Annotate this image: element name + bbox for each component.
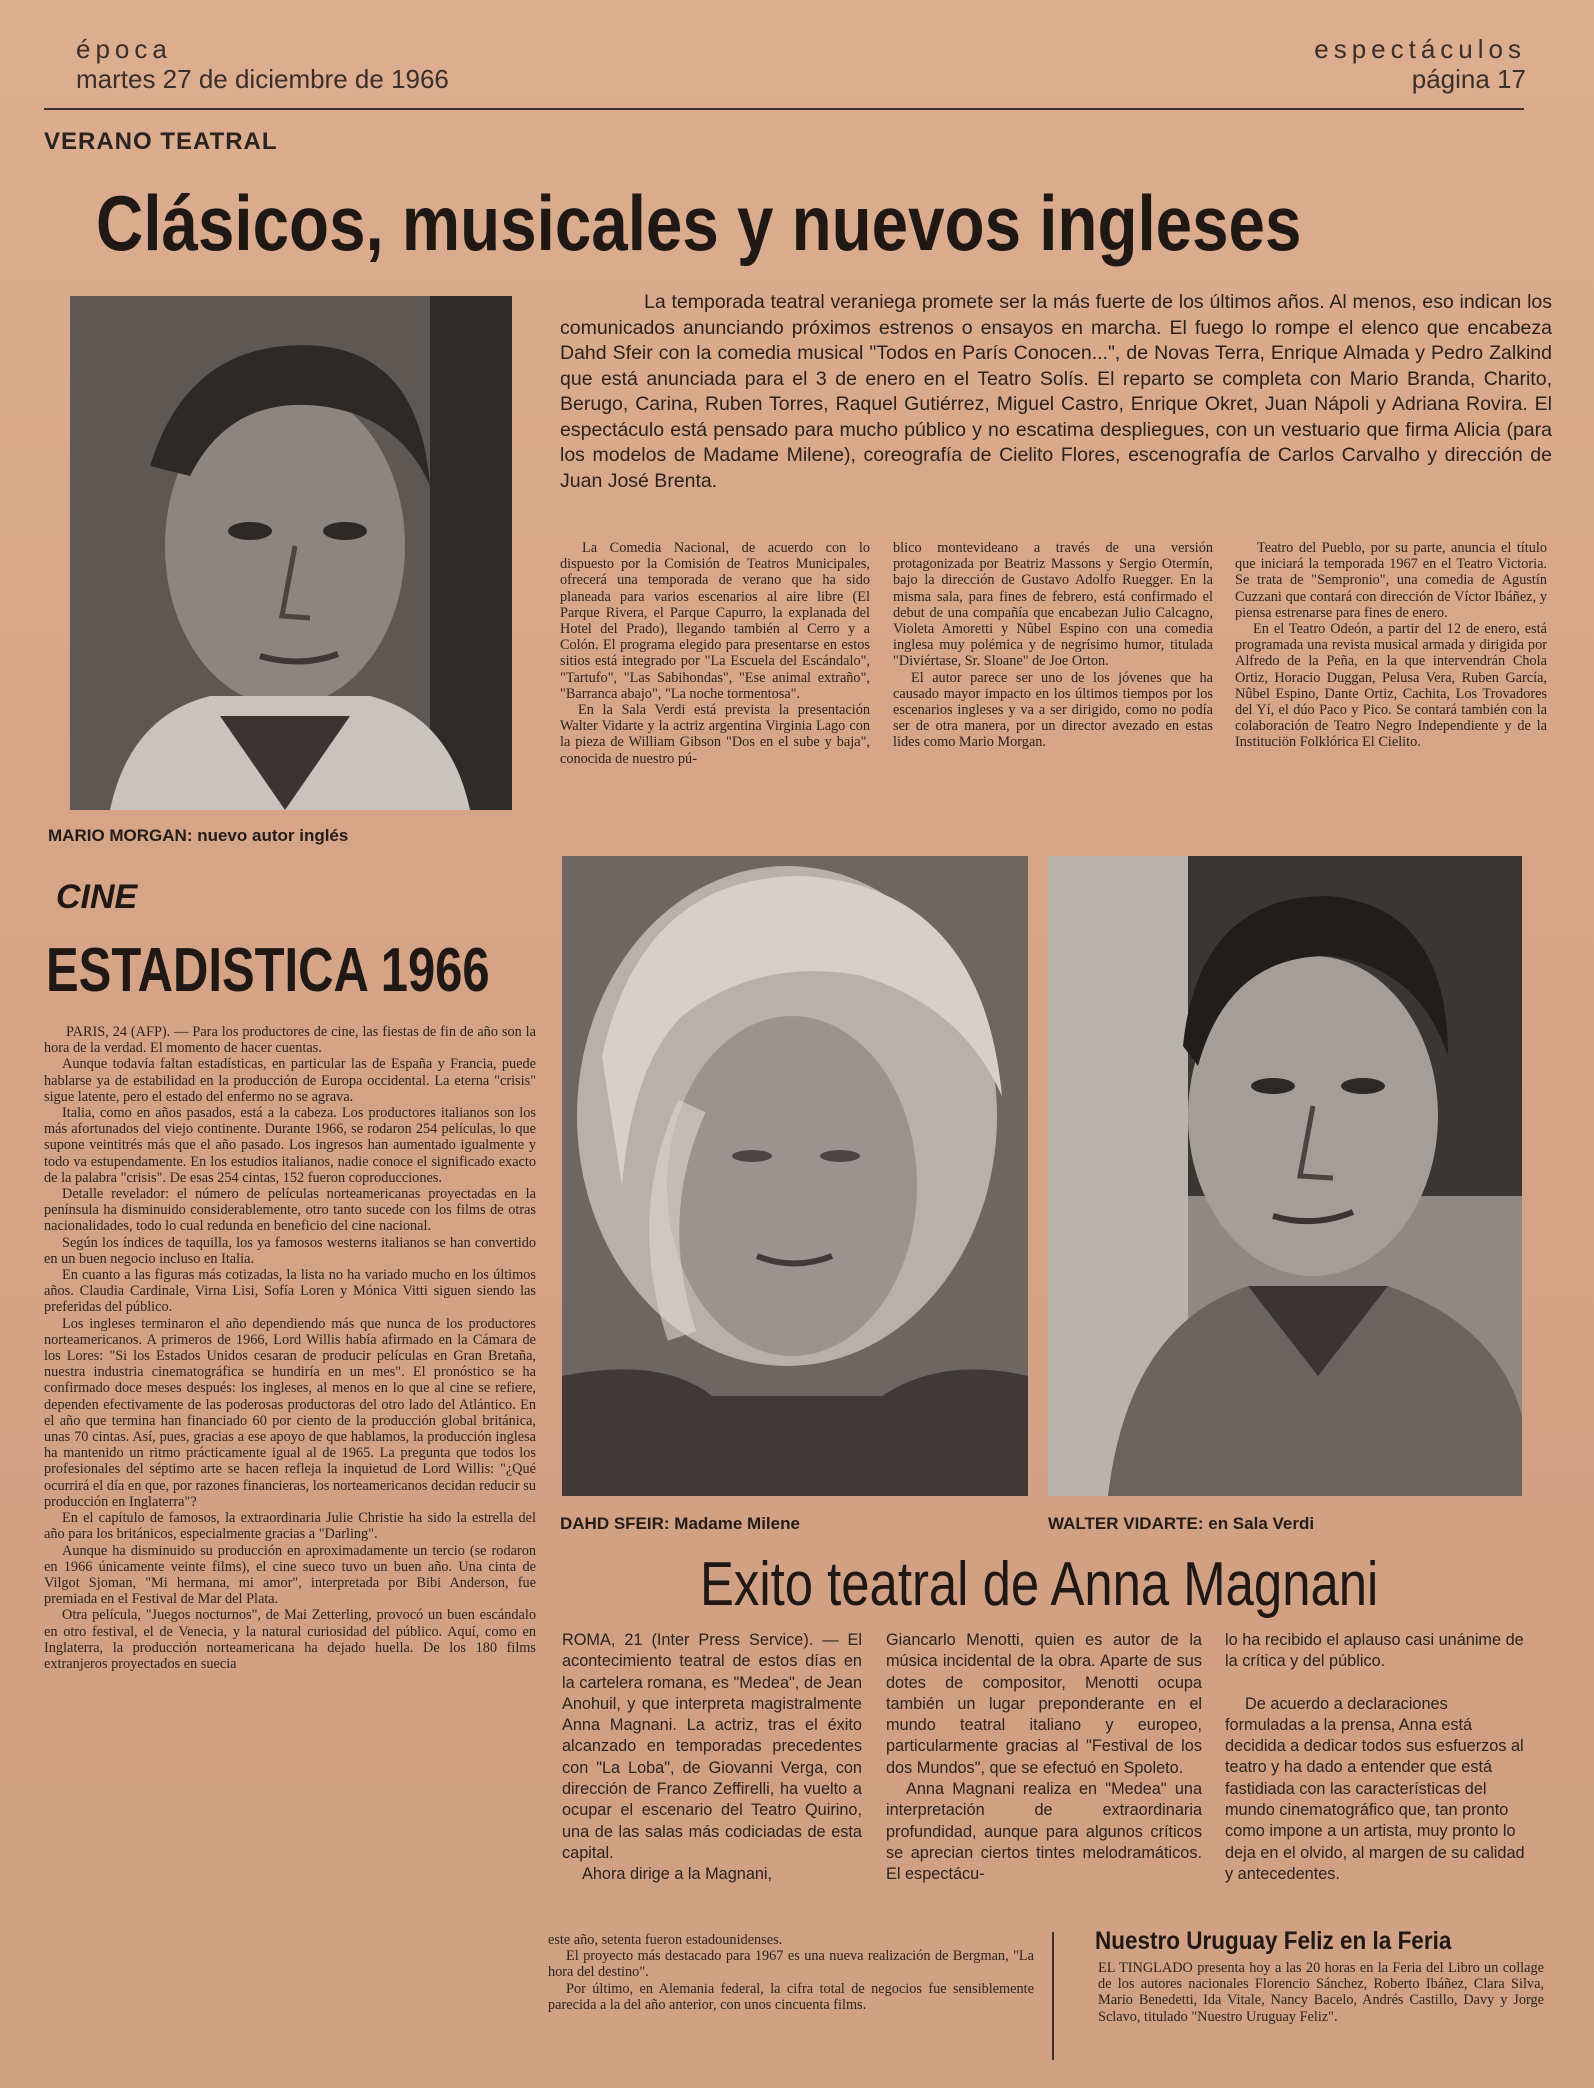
cine-p9: Aunque ha disminuido su producción en aproximadamente un tercio (se rodaron en 1966 únicamente veinte films), el cine sueco tuvo un buen año. Una cinta de Vilgot Sjoman, "Mi hermana, mi amor", interpretada por Bibi Anderson, fue premiada en el Festival de Mar del Plata. [44,1542,536,1608]
teatro-lead: La temporada teatral veraniega promete ser la más fuerte de los últimos años. Al menos, eso indican los comunicados anunciando próximos estrenos o ensayos en marcha. El fuego lo rompe el elenco que encabeza Dahd Sfeir con la comedia musical "Todos en París Conocen...", de Novas Terra, Enrique Almada y Pedro Zalkind que está anunciada para el 3 de enero en el Teatro Solís. El reparto se completa con Mario Branda, Charito, Berugo, Carina, Ruben Torres, Raquel Gutiérrez, Miguel Castro, Enrique Okret, Juan Nápoli y Adriana Rovira. El espectáculo está pensado para mucho público y no escatima despliegues, con un vestuario que firma Alicia (para los modelos de Madame Milene), coreografía de Cielito Flores, escenografía de Carlos Carvalho y dirección de Juan José Brenta. [560,291,1552,492]
teatro-col2-p2: El autor parece ser uno de los jóvenes que ha causado mayor impacto en los últimos tiempos por los escenarios ingleses y va a ser dirigido, como no podía ser de otra manera, por un director avezado en estas lides como Mario Morgan. [893,669,1213,751]
masthead-left [76,34,449,94]
cine-p1: PARIS, 24 (AFP). — Para los productores de cine, las fiestas de fin de año son la hora de la verdad. El momento de hacer cuentas. [44,1024,536,1057]
cine-cont-p1: este año, setenta fueron estadounidenses. [548,1932,783,1948]
cine-column [44,1024,536,1672]
cine-p5: Según los índices de taquilla, los ya famosos westerns italianos se han convertido en un buen negocio incluso en Italia. [44,1234,536,1267]
portrait-image [70,296,512,810]
cine-p3: Italia, como en años pasados, está a la cabeza. Los productores italianos son los más afortunados del viejo continente. Durante 1966, se rodaron 254 películas, lo que supone veintitrés más que el año pasado. Los ingresos han aumentado igualmente y todo va estupendamente. En los estudios italianos, nadie conoce el significado exacto de la palabra "crisis". De esas 254 cintas, 152 fueron coproducciones. [44,1105,536,1186]
portrait-image [1048,856,1522,1496]
caption-dahd-sfeir: DAHD SFEIR: Madame Milene [560,1514,800,1533]
magnani-col-3 [1225,1630,1525,1885]
page-number: página 17 [1411,64,1526,94]
magnani-col3-p2: De acuerdo a declaraciones formuladas a la prensa, Anna está decidida a dedicar todos sus esfuerzos al teatro y ha dado a entender que está fastidiada con las características del mundo cinematográfico que, tan pronto como impone a un artista, muy pronto lo deja en el olvido, al margen de su calidad y antecedentes. [1225,1694,1525,1883]
photo-mario-morgan [70,296,512,810]
masthead-rule [44,108,1524,110]
cine-cont-p2: El proyecto más destacado para 1967 es una nueva realización de Bergman, "La hora del destino". [548,1948,1034,1981]
section-kicker: VERANO TEATRAL [44,128,278,155]
cine-p10: Otra película, "Juegos nocturnos", de Mai Zetterling, provocó un buen escándalo en otro festival, el de Venecia, y la natural curiosidad del público. Aquí, como en Inglaterra, la producción norteamericana ha dejado huella. De los 180 films extranjeros proyectados en suecia [44,1607,536,1672]
cine-p2: Aunque todavía faltan estadísticas, en particular las de España y Francia, puede hablarse ya de estabilidad en la producción de Europa occidental. La eterna "crisis" sigue latente, pero el estado del enfermo no se agrava. [44,1056,536,1105]
teatro-col-2 [893,540,1213,751]
teatro-col-1 [560,540,870,767]
magnani-headline: Exito teatral de Anna Magnani [700,1550,1379,1619]
teatro-col-3 [1235,540,1547,751]
masthead-right [1314,34,1526,94]
caption-walter-vidarte: WALTER VIDARTE: en Sala Verdi [1048,1514,1315,1533]
publication-name: época [76,34,172,64]
teatro-col3-p1: Teatro del Pueblo, por su parte, anuncia el título que iniciará la temporada 1967 en el Teatro Victoria. Se trata de "Sempronio", una comedia de Agustín Cuzzani que contará con dirección de Víctor Ibáñez, y piensa estrenarse para fines de enero. [1235,540,1547,621]
cine-p4: Detalle revelador: el número de películas norteamericanas proyectadas en la península ha disminuido considerablemente, otro tanto sucede con los films de otras nacionalidades, todo lo cual redunda en beneficio del cine nacional. [44,1186,536,1235]
teatro-col1-p1: La Comedia Nacional, de acuerdo con lo dispuesto por la Comisión de Teatros Municipales, ofrecerá una temporada de verano que ha sido planeada para varios escenarios al aire libre (El Parque Rivera, el Parque Capurro, la explanada del Hotel del Prado), llegando también al Cerro y a Colón. El programa elegido para presentarse en estos sitios está integrado por "La Escuela del Escándalo", "Tartufo", "Las Sabihondas", "Ese animal extraño", "Barranca abajo", "La noche tormentosa". [560,540,870,702]
cine-p6: En cuanto a las figuras más cotizadas, la lista no ha variado mucho en los últimos años. Claudia Cardinale, Virna Lisi, Sofía Loren y Mónica Vitti siguen siendo las preferidas del público. [44,1267,536,1316]
magnani-col-2 [886,1630,1202,1886]
magnani-col-1 [562,1630,862,1886]
feria-p1: EL TINGLADO presenta hoy a las 20 horas en la Feria del Libro un collage de los autores nacionales Florencio Sánchez, Roberto Ibáñez, Clara Silva, Mario Benedetti, Ida Vitale, Nancy Bacelo, Andrés Castillo, Davy y Jorge Sclavo, titulado "Nuestro Uruguay Feliz". [1098,1960,1544,2025]
portrait-image [562,856,1028,1496]
main-headline: Clásicos, musicales y nuevos ingleses [96,179,1302,267]
photo-dahd-sfeir [562,856,1028,1496]
teatro-col3-p2: En el Teatro Odeón, a partir del 12 de enero, está programada una revista musical armada y dirigida por Alfredo de la Peña, en la que intervendrán Chola Ortiz, Horacio Duggan, Pelusa Vera, Ruben García, Nûbel Espino, Dante Ortiz, Cachita, Los Trovadores del Yí, el dúo Paco y Pico. Se contará también con la colaboración de Teatro Negro Independiente y de la Instituciön Folklórica El Cielito. [1235,621,1547,751]
magnani-col1-p1: ROMA, 21 (Inter Press Service). — El acontecimiento teatral de estos días en la cartelera romana, es "Medea", de Jean Anohuil, y que interpreta magistralmente Anna Magnani. La actriz, tras el éxito alcanzado en temporadas precedentes con "La Loba", de Giovanni Verga, con dirección de Franco Zeffirelli, ha vuelto a ocupar el escenario del Teatro Quirino, una de las salas más codiciadas de esta capital. [562,1631,862,1862]
magnani-col3-p1: lo ha recibido el aplauso casi unánime de la crítica y del público. [1225,1631,1524,1671]
section-name: espectáculos [1314,34,1526,64]
magnani-col2-p2: Anna Magnani realiza en "Medea" una interpretación de extraordinaria profundidad, aunque para algunos críticos se aprecian ciertos tintes melodramáticos. El espectácu- [886,1780,1202,1884]
feria-headline: Nuestro Uruguay Feliz en la Feria [1095,1927,1452,1955]
cine-headline: ESTADISTICA 1966 [46,936,490,1005]
cine-continuation [548,1932,1034,2013]
issue-date: martes 27 de diciembre de 1966 [76,64,449,94]
magnani-col1-p2: Ahora dirige a la Magnani, [582,1865,773,1884]
teatro-col1-p2: En la Sala Verdi está prevista la presentación Walter Vidarte y la actriz argentina Virginia Lago con la pieza de William Gibson "Dos en el sube y baja", conocida de nuestro pú- [560,702,870,767]
magnani-col2-p1: Giancarlo Menotti, quien es autor de la música incidental de la obra. Aparte de sus dotes de compositor, Menotti ocupa también un lugar preponderante en el mundo teatral italiano y europeo, particularmente gracias al "Festival de los dos Mundos", que se efectuó en Spoleto. [886,1631,1202,1777]
cine-p7: Los ingleses terminaron el año dependiendo más que nunca de los productores norteamericanos. A primeros de 1966, Lord Willis había afirmado en la Cámara de los Lores: "Si los Estados Unidos cesaran de producir películas en Gran Bretaña, nuestra industria cinematográfica se hundiría en un mes". El pronóstico se ha confirmado doce meses después: los ingleses, al menos en lo que al cine se refiere, dependen efectivamente de las poderosas productoras del otro lado del Atlántico. En el año que termina han financiado 60 por ciento de la producción global británica, unas 70 cintas. Así, pues, gracias a ese apoyo de que hablamos, la producción inglesa ha mantenido un ritmo prácticamente igual al de 1965. La pregunta que todos los profesionales del séptimo arte se hacen refleja la inquietud de Lord Willis: "¿Qué ocurrirá el día en que, por razones financieras, los norteamericanos decidan reducir su producción en Inglaterra"? [44,1315,536,1510]
feria-body [1098,1960,1544,2025]
caption-mario-morgan: MARIO MORGAN: nuevo autor inglés [48,826,349,845]
column-divider [1052,1932,1054,2060]
cine-kicker: CINE [56,878,138,916]
cine-p8: En el capítulo de famosos, la extraordinaria Julie Christie ha sido la estrella del año para los británicos, especialmente gracias a "Darling". [44,1510,536,1543]
photo-walter-vidarte [1048,856,1522,1496]
teatro-col2-p1: blico montevideano a través de una versión protagonizada por Beatriz Massons y Sergio Otermín, bajo la dirección de Gustavo Adolfo Ruegger. En la misma sala, para fines de febrero, está confirmado el debut de una compañía que encabezan Julio Calcagno, Violeta Amoretti y Nûbel Espino con una comedia inglesa muy polémica y de negrísimo humor, titulada "Diviértase, Sr. Sloane" de Joe Orton. [893,540,1213,670]
cine-cont-p3: Por último, en Alemania federal, la cifra total de negocios fue sensiblemente parecida a la del año anterior, con unos cincuenta films. [548,1980,1034,2013]
